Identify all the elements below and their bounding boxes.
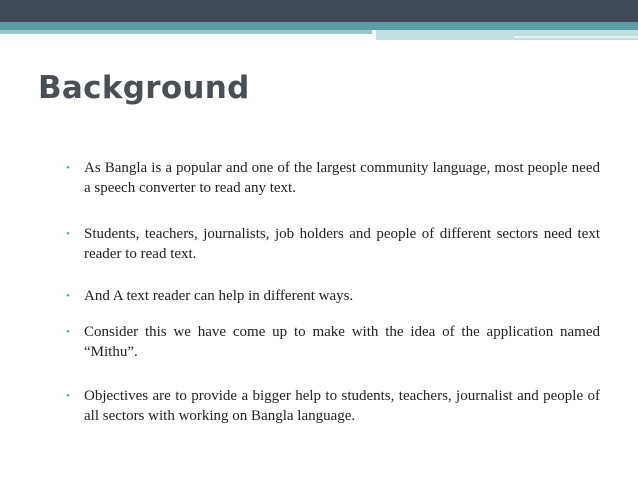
bullet-text: And A text reader can help in different ways. bbox=[84, 288, 354, 304]
slide-title: Background bbox=[38, 70, 250, 106]
bullet-icon: • bbox=[66, 228, 70, 240]
bullet-item bbox=[66, 386, 600, 426]
bullet-item bbox=[66, 158, 600, 198]
bullet-icon: • bbox=[66, 162, 70, 174]
bullet-item bbox=[66, 322, 600, 362]
header-band-line bbox=[514, 36, 638, 38]
bullet-icon: • bbox=[66, 390, 70, 402]
bullet-item bbox=[66, 224, 600, 264]
bullet-item bbox=[66, 286, 600, 306]
header-band-light-right bbox=[376, 30, 638, 40]
bullet-icon: • bbox=[66, 290, 70, 302]
bullet-text: As Bangla is a popular and one of the largest community language, most people need a speech converter to read any text. bbox=[84, 160, 600, 196]
header-band-teal bbox=[0, 22, 638, 30]
bullet-text: Objectives are to provide a bigger help to students, teachers, journalist and people of all sectors with working on Bangla language. bbox=[84, 388, 600, 424]
header-band-dark bbox=[0, 0, 638, 22]
bullet-text: Consider this we have come up to make with the idea of the application named “Mithu”. bbox=[84, 324, 600, 360]
bullet-icon: • bbox=[66, 326, 70, 338]
header-band-light-left bbox=[0, 30, 372, 34]
bullet-text: Students, teachers, journalists, job holders and people of different sectors need text reader to read text. bbox=[84, 226, 600, 262]
